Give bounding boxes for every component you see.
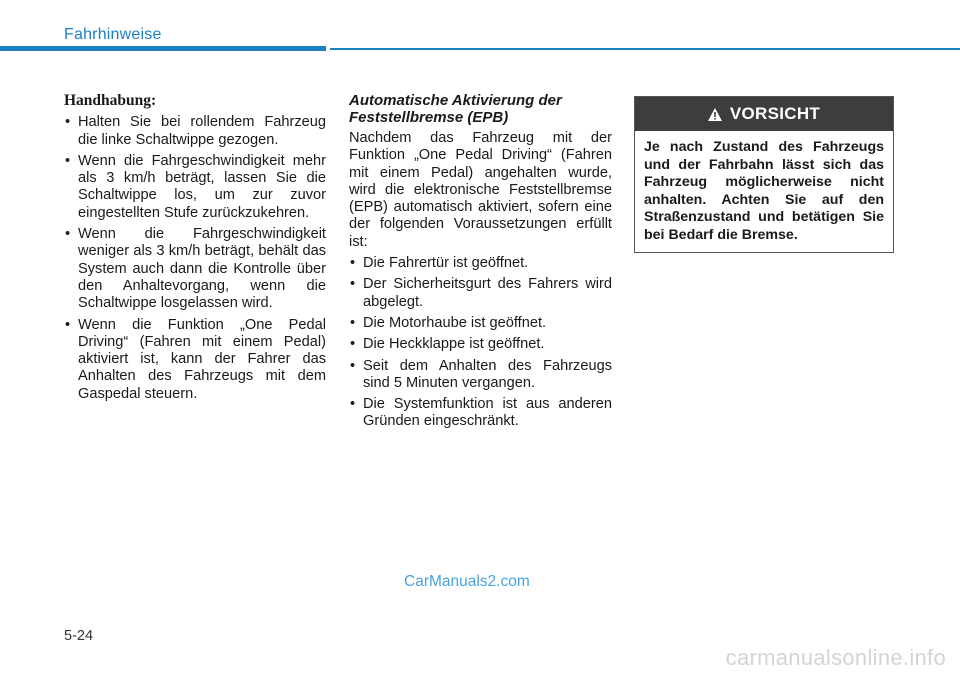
- handling-heading: Handhabung:: [64, 92, 157, 109]
- list-item: • Halten Sie bei rollendem Fahrzeug die linke Schaltwippe gezogen.: [64, 114, 326, 149]
- middle-column: [349, 92, 612, 435]
- caution-title: VORSICHT: [729, 104, 821, 123]
- list-item: • Die Systemfunktion ist aus anderen Gründen eingeschränkt.: [349, 396, 612, 431]
- caution-box: [634, 96, 894, 253]
- watermark-link[interactable]: CarManuals2.com: [404, 573, 530, 590]
- epb-conditions-list: [349, 255, 612, 431]
- list-item: • Die Fahrertür ist geöffnet.: [349, 255, 612, 272]
- list-item: • Wenn die Fahrgeschwindigkeit weniger als 3 km/h beträgt, behält das System auch dann die Kontrolle über den Anhaltevorgang, wenn die Schaltwippe losgelassen wird.: [64, 226, 326, 312]
- left-column: [64, 92, 326, 407]
- epb-intro: Nachdem das Fahrzeug mit der Funktion „One Pedal Driving“ (Fahren mit einem Pedal) angehalten wurde, wird die elektronische Feststellbremse (EPB) automatisch aktiviert, sofern eine der folgenden Voraussetzungen erfüllt ist:: [349, 130, 612, 250]
- caution-text: Je nach Zustand des Fahrzeugs und der Fahrbahn lässt sich das Fahrzeug möglicherweise nicht anhalten. Achten Sie auf den Straßenzustand und betätigen Sie bei Bedarf die Bremse.: [644, 139, 884, 243]
- list-item: • Seit dem Anhalten des Fahrzeugs sind 5 Minuten vergangen.: [349, 358, 612, 393]
- list-item: • Der Sicherheitsgurt des Fahrers wird abgelegt.: [349, 276, 612, 311]
- list-item: • Wenn die Funktion „One Pedal Driving“ (Fahren mit einem Pedal) aktiviert ist, kann der Fahrer das Anhalten des Fahrzeugs mit dem Gaspedal steuern.: [64, 317, 326, 403]
- watermark-footer: carmanualsonline.info: [725, 645, 946, 670]
- list-item: • Die Motorhaube ist geöffnet.: [349, 315, 612, 332]
- section-title: Fahrhinweise: [64, 26, 162, 43]
- warning-triangle-icon: [708, 108, 722, 121]
- caution-header: [635, 97, 893, 131]
- handling-list: [64, 114, 326, 403]
- header-rule-thick: [0, 46, 326, 51]
- epb-heading: Automatische Aktivierung der Feststellbremse (EPB): [349, 92, 562, 126]
- list-item: • Die Heckklappe ist geöffnet.: [349, 336, 612, 353]
- page-number: 5-24: [64, 628, 94, 644]
- list-item: • Wenn die Fahrgeschwindigkeit mehr als 3 km/h beträgt, lassen Sie die Schaltwippe los, um zur zuvor eingestellten Stufe zurückzukehren.: [64, 153, 326, 222]
- header-rule-thin: [330, 48, 960, 50]
